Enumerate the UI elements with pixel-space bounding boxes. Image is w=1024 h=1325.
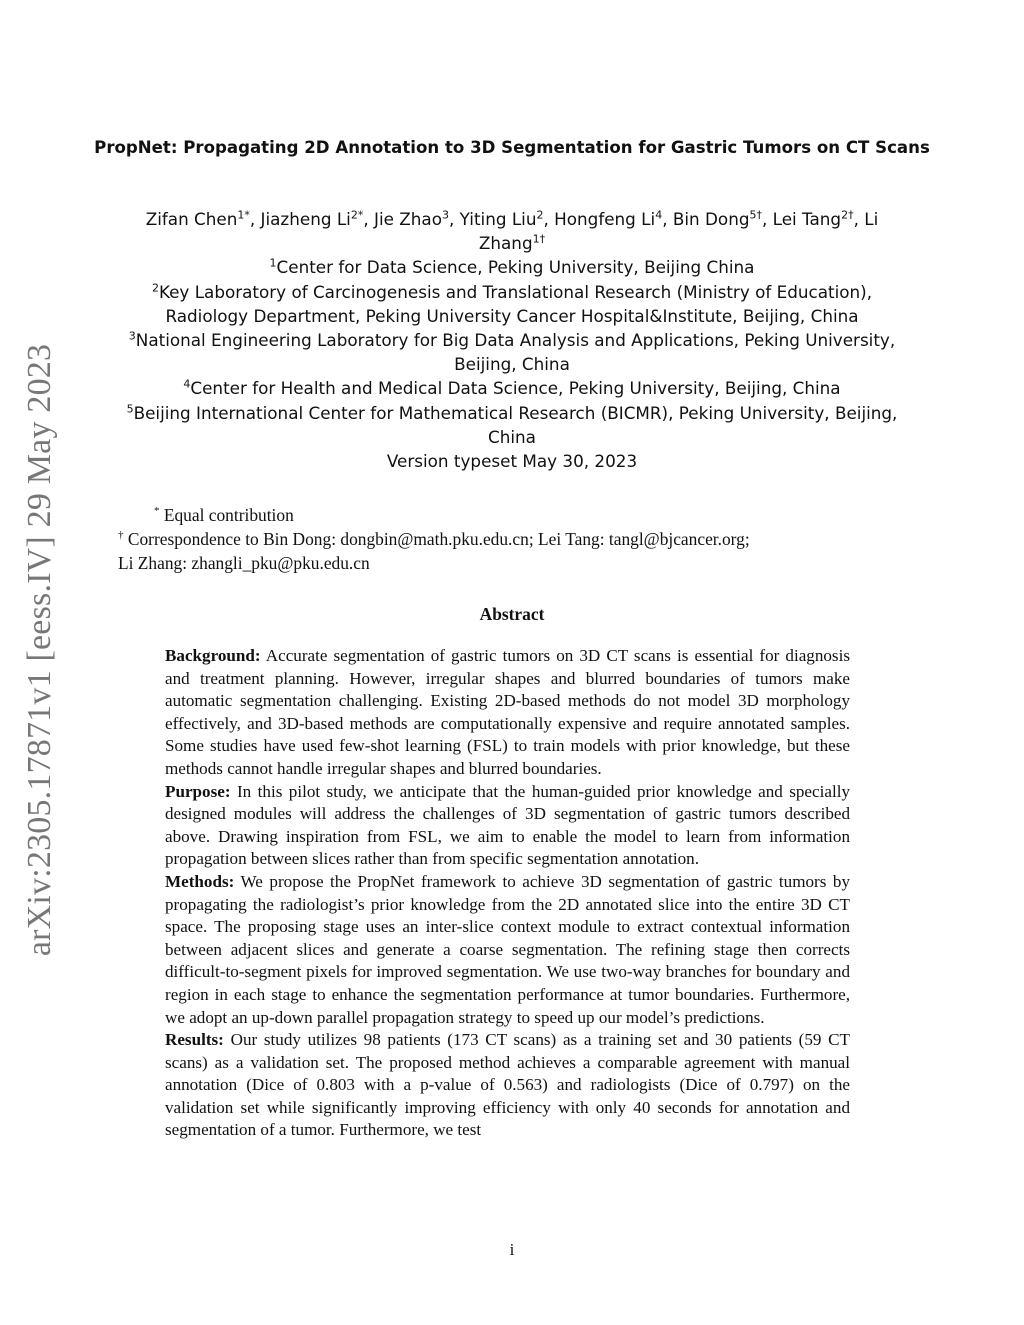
equal-contribution-text: Equal contribution — [163, 505, 294, 525]
affiliation-list — [110, 255, 914, 449]
author-name: Yiting Liu — [459, 209, 537, 229]
author-affiliation-mark: 2 — [536, 208, 544, 222]
affiliation-text: Radiology Department, Peking University Cancer Hospital&Institute, Beijing, China — [165, 305, 859, 326]
affiliation-line — [110, 255, 914, 279]
affiliation-text: Center for Health and Medical Data Science, Peking University, Beijing, China — [190, 378, 841, 399]
author-affiliation-mark: 5† — [749, 208, 762, 222]
author-name: Zifan Chen — [145, 209, 238, 229]
affiliation-line — [110, 328, 914, 352]
affiliation-line — [110, 352, 914, 376]
section-label: Purpose: — [165, 781, 231, 801]
author-affiliation-mark: 2† — [841, 208, 854, 222]
author-affiliation-mark: 1† — [532, 232, 546, 246]
author-name: Bin Dong — [672, 209, 750, 229]
author-name: Lei Tang — [772, 209, 842, 229]
affiliation-number: 4 — [183, 377, 191, 391]
author-name: Jiazheng Li — [260, 209, 351, 229]
section-label: Background: — [165, 646, 261, 665]
authors-block — [110, 207, 914, 449]
paper-title: PropNet: Propagating 2D Annotation to 3D Segmentation for Gastric Tumors on CT Scans — [94, 138, 930, 157]
affiliation-line — [110, 280, 914, 304]
affiliation-line — [110, 304, 914, 328]
affiliation-line — [110, 425, 914, 449]
affiliation-line — [110, 401, 914, 425]
author-affiliation-mark: 3 — [441, 208, 449, 222]
affiliation-line — [110, 376, 914, 400]
correspondence-note — [118, 527, 900, 551]
version-line: Version typeset May 30, 2023 — [386, 451, 638, 471]
abstract-heading: Abstract — [479, 604, 545, 624]
affiliation-text: China — [488, 426, 536, 447]
affiliation-number: 5 — [126, 402, 134, 416]
section-text: Accurate segmentation of gastric tumors on 3D CT scans is essential for diagnosis and treatment planning. However, irregular shapes and blurred boundaries of tumors make automatic segmentation challenging. Existing 2D-based methods do not model 3D morphology effectively, and 3D-based methods are computationally expensive and require annotated samples. Some studies have used few-shot learning (FSL) to train models with prior knowledge, but these methods cannot handle irregular shapes and blurred boundaries. — [165, 646, 850, 778]
affiliation-text: National Engineering Laboratory for Big Data Analysis and Applications, Peking University, — [135, 330, 896, 351]
author-name: Jie Zhao — [374, 209, 442, 229]
abstract-purpose — [165, 781, 850, 871]
author-name: Li Zhang — [478, 209, 879, 254]
affiliation-number: 1 — [269, 256, 277, 270]
section-text: In this pilot study, we anticipate that the human-guided prior knowledge and specially designed modules will address the challenges of 3D segmentation of gastric tumors described above. Drawing inspiration from FSL, we aim to enable the model to learn from information propagation between slices rather than from specific segmentation annotation. — [165, 781, 850, 869]
page-number: i — [509, 1240, 515, 1259]
affiliation-text: Beijing, China — [454, 354, 570, 375]
author-name: Hongfeng Li — [554, 209, 656, 229]
dagger-symbol: † — [118, 529, 124, 542]
author-affiliation-mark: 4 — [655, 208, 663, 222]
correspondence-line-2: Li Zhang: zhangli_pku@pku.edu.cn — [118, 553, 370, 573]
author-list: Zifan Chen$^{1*}$, Jiazheng $Li^{2*}$, Jie Zhao$^3$, Yiting Liu$^2$, Hongfeng Li$^4$, Bin Dong$^{5\dagger}$, Lei Tang$^{2\dagger}$, Li Zhang$^{1\dagger}$ — [145, 208, 879, 254]
abstract-methods — [165, 871, 850, 1029]
affiliation-text: Beijing International Center for Mathematical Research (BICMR), Peking University, Beijing, — [133, 402, 898, 423]
equal-symbol: * — [154, 505, 160, 518]
abstract-results — [165, 1029, 850, 1142]
arxiv-side-stamp — [12, 345, 68, 955]
section-label: Results: — [165, 1030, 224, 1050]
equal-contribution-note — [118, 503, 900, 527]
section-label: Methods: — [165, 871, 235, 891]
correspondence-line-1: Correspondence to Bin Dong: dongbin@math.pku.edu.cn; Lei Tang: tangl@bjcancer.org; — [127, 529, 750, 549]
affiliation-number: 2 — [151, 281, 159, 295]
affiliation-text: Key Laboratory of Carcinogenesis and Translational Research (Ministry of Education), — [158, 281, 873, 302]
affiliation-text: Center for Data Science, Peking University, Beijing China — [276, 257, 755, 278]
footnotes — [118, 503, 900, 575]
abstract-background — [165, 645, 850, 781]
abstract-body — [165, 645, 850, 1142]
affiliation-number: 3 — [128, 329, 136, 343]
section-text: We propose the PropNet framework to achieve 3D segmentation of gastric tumors by propagating the radiologist’s prior knowledge from the 2D annotated slice into the entire 3D CT space. The proposing stage uses an inter-slice context module to extract contextual information between adjacent slices and generate a coarse segmentation. The refining stage then corrects difficult-to-segment pixels for improved segmentation. We use two-way branches for boundary and region in each stage to enhance the segmentation performance at tumor boundaries. Furthermore, we adopt an up-down parallel propagation strategy to speed up our model’s predictions. — [165, 871, 851, 1027]
author-affiliation-mark: 2* — [350, 208, 364, 222]
author-affiliation-mark: 1* — [237, 208, 250, 222]
section-text: Our study utilizes 98 patients (173 CT scans) as a training set and 30 patients (59 CT scans) as a validation set. The proposed method achieves a comparable agreement with manual annotation (Dice of 0.803 with a p-value of 0.563) and radiologists (Dice of 0.797) on the validation set while significantly improving efficiency with only 40 seconds for annotation and segmentation of a tumor. Furthermore, we test — [165, 1030, 850, 1140]
arxiv-id-text: arXiv:2305.17871v1 [eess.IV] 29 May 2023 — [21, 343, 59, 957]
